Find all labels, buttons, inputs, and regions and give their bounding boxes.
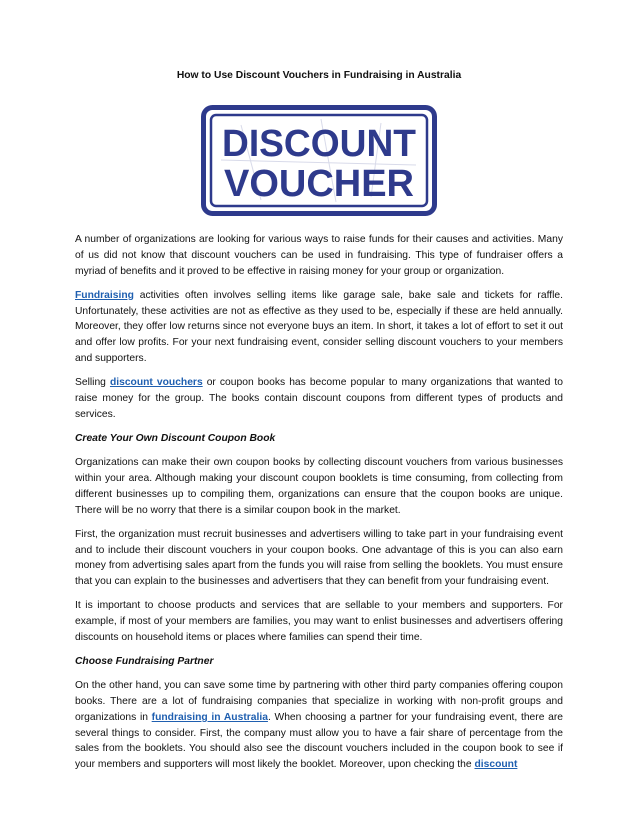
discount-link[interactable]: discount: [474, 759, 518, 771]
paragraph-selling-text: or coupon books has become popular to many organizations that wanted to raise money for the group. The books contain discount coupons from different types of products and services.: [75, 377, 564, 420]
discount-vouchers-link[interactable]: discount vouchers: [109, 377, 203, 389]
fundraising-link[interactable]: Fundraising: [75, 289, 134, 301]
fundraising-in-australia-link[interactable]: fundraising in Australia: [151, 711, 268, 723]
stamp-graphic: [201, 105, 437, 216]
heading-choose-partner: Choose Fundraising Partner: [75, 656, 214, 668]
heading-create-coupon-book: Create Your Own Discount Coupon Book: [75, 432, 276, 444]
paragraph-fundraising: [75, 288, 563, 367]
paragraph-choose-products: It is important to choose products and services that are sellable to your members and supporters. For example, if most of your members are families, you may want to enlist businesses and advertisers offering discounts on household items or places where families can spend their time.: [75, 600, 563, 643]
paragraph-recruit: First, the organization must recruit businesses and advertisers willing to take part in your fundraising event and to include their discount vouchers in your coupon books. One advantage of this is you can also earn money from advertising sales apart from the funds you will raise from selling the booklets. You must ensure that you can explain to the businesses and advertisers that they can benefit from your fundraising event.: [75, 528, 563, 588]
article-body: [75, 232, 563, 781]
paragraph-intro: A number of organizations are looking for various ways to raise funds for their causes and activities. Many of us did not know that discount vouchers can be used in fundraising. This type of fundraiser offers a myriad of benefits and it proved to be effective in raising money for your group or organization.: [75, 234, 563, 277]
paragraph-selling: [75, 375, 563, 422]
paragraph-partner-text: . When choosing a partner for your fundraising event, there are several things to consider. First, the company must allow you to have a fair share of percentage from the sales from the booklets. You should also see the discount vouchers included in the coupon book to see if your members and supporters will most likely the booklet. Moreover, upon checking the: [75, 711, 564, 771]
document-title: How to Use Discount Vouchers in Fundraising in Australia: [176, 70, 462, 81]
paragraph-partner-lead: On the other hand, you can save some time by partnering with other third party companies offering coupon books. There are a lot of fundraising companies that specialize in working with non-profit groups and organizations in: [75, 680, 563, 723]
stamp-line-2: VOUCHER: [224, 163, 414, 205]
paragraph-partner: [75, 678, 563, 773]
paragraph-fundraising-text: activities often involves selling items like garage sale, bake sale and tickets for raffle. Unfortunately, these activities are not as effective as they used to be, especially if these are held annually. Moreover, they offer low returns since not everyone buys an item. In short, it takes a lot of effort to set it out and offer low profits. For your next fundraising event, consider selling discount vouchers to your members and supporters.: [75, 289, 563, 364]
discount-voucher-stamp: [201, 105, 437, 216]
paragraph-selling-lead: Selling: [75, 377, 110, 389]
stamp-line-1: DISCOUNT: [222, 123, 416, 165]
paragraph-own-books: Organizations can make their own coupon books by collecting discount vouchers from various businesses within your area. Although making your discount coupon booklets is time consuming, from collecting from different businesses up to compiling them, organizations can ensure that the coupon books are unique. There will be no worry that there is a similar coupon book in the market.: [75, 457, 563, 516]
